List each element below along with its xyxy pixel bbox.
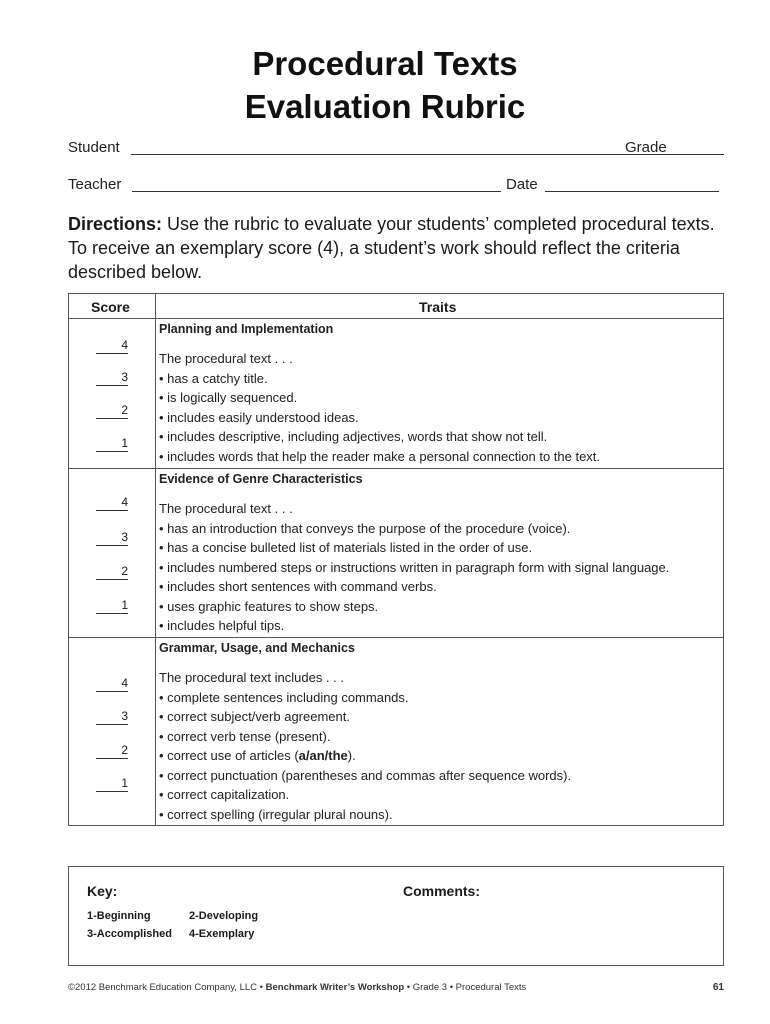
trait-item: • includes helpful tips. — [159, 618, 285, 633]
directions-text: Use the rubric to evaluate your students’ completed procedural texts. To receive an exemplary score (4), a student’s work should reflect the criteria described below. — [68, 214, 715, 282]
score-blank-2[interactable]: 2 — [96, 404, 128, 419]
trait-item: • includes descriptive, including adjectives, words that show not tell. — [159, 429, 548, 444]
title-line-1: Procedural Texts — [252, 45, 518, 82]
trait-item: • includes words that help the reader make a personal connection to the text. — [159, 448, 601, 464]
section-intro: The procedural text . . . — [159, 501, 293, 516]
trait-item: • complete sentences including commands. — [159, 689, 409, 705]
trait-item: • includes short sentences with command verbs. — [159, 579, 437, 594]
trait-item: • uses graphic features to show steps. — [159, 598, 379, 614]
score-blank-3[interactable]: 3 — [96, 531, 128, 546]
trait-item: • correct use of articles (a/an/the). — [159, 748, 356, 763]
trait-item: • correct spelling (irregular plural nouns). — [159, 806, 393, 822]
footer-topic: Procedural Texts — [455, 982, 527, 993]
page-title — [0, 42, 770, 128]
key-item: 2-Developing — [189, 910, 259, 922]
trait-item: • correct punctuation (parentheses and commas after sequence words). — [159, 767, 572, 783]
score-blank-3[interactable]: 3 — [96, 710, 128, 725]
trait-item: • has an introduction that conveys the purpose of the procedure (voice). — [159, 520, 571, 536]
date-label: Date — [506, 176, 538, 193]
trait-item: • includes numbered steps or instructions written in paragraph form with signal language. — [159, 559, 670, 575]
score-blank-4[interactable]: 4 — [96, 677, 128, 692]
section-title: Evidence of Genre Characteristics — [159, 472, 363, 486]
directions — [68, 212, 728, 284]
rubric-table — [68, 293, 724, 826]
score-blank-2[interactable]: 2 — [96, 565, 128, 580]
footer-grade: Grade 3 — [412, 982, 448, 993]
score-blank-1[interactable]: 1 — [96, 599, 128, 614]
title-line-2: Evaluation Rubric — [244, 88, 526, 125]
section-title: Grammar, Usage, and Mechanics — [159, 641, 355, 655]
key-item: 4-Exemplary — [189, 928, 255, 940]
section-intro: The procedural text . . . — [159, 351, 293, 366]
footer-separator: • — [404, 982, 413, 993]
teacher-date-row — [68, 176, 724, 198]
score-blank-3[interactable]: 3 — [96, 371, 128, 386]
trait-item: • correct subject/verb agreement. — [159, 709, 350, 724]
header-divider — [69, 318, 723, 319]
column-divider — [155, 294, 156, 825]
trait-item: • has a concise bulleted list of materials listed in the order of use. — [159, 540, 533, 555]
footer-series: Benchmark Writer’s Workshop — [265, 982, 405, 993]
comments-title: Comments: — [403, 883, 481, 899]
section-divider-1 — [69, 468, 723, 469]
score-header: Score — [91, 299, 130, 315]
trait-item: • includes easily understood ideas. — [159, 409, 359, 425]
traits-header: Traits — [419, 299, 457, 315]
score-blank-2[interactable]: 2 — [96, 744, 128, 759]
trait-item: • has a catchy title. — [159, 370, 268, 386]
grade-field[interactable] — [677, 154, 724, 155]
student-grade-row — [68, 139, 724, 161]
score-blank-4[interactable]: 4 — [96, 496, 128, 511]
grade-label: Grade — [625, 139, 667, 156]
key-item: 1-Beginning — [87, 910, 151, 922]
score-blank-1[interactable]: 1 — [96, 437, 128, 452]
page-footer — [68, 982, 724, 993]
key-item: 3-Accomplished — [87, 928, 172, 940]
key-comments-box — [68, 866, 724, 966]
score-blank-1[interactable]: 1 — [96, 777, 128, 792]
footer-separator: • — [447, 982, 456, 993]
date-field[interactable] — [545, 191, 719, 192]
footer-separator: • — [257, 982, 266, 993]
section-divider-2 — [69, 637, 723, 638]
student-label: Student — [68, 139, 120, 156]
teacher-label: Teacher — [68, 176, 122, 193]
section-title: Planning and Implementation — [159, 322, 334, 336]
student-field[interactable] — [131, 154, 684, 155]
page-number: 61 — [712, 982, 724, 993]
section-intro: The procedural text includes . . . — [159, 670, 344, 685]
trait-section-grammar — [159, 639, 719, 824]
key-title: Key: — [87, 883, 118, 899]
footer-copyright: ©2012 Benchmark Education Company, LLC — [68, 982, 258, 993]
trait-section-genre — [159, 470, 719, 636]
trait-section-planning — [159, 320, 719, 466]
score-blank-4[interactable]: 4 — [96, 339, 128, 354]
directions-label: Directions: — [68, 214, 163, 234]
trait-item: • correct capitalization. — [159, 787, 290, 802]
trait-item: • correct verb tense (present). — [159, 728, 331, 744]
teacher-field[interactable] — [132, 191, 501, 192]
trait-item: • is logically sequenced. — [159, 390, 298, 405]
